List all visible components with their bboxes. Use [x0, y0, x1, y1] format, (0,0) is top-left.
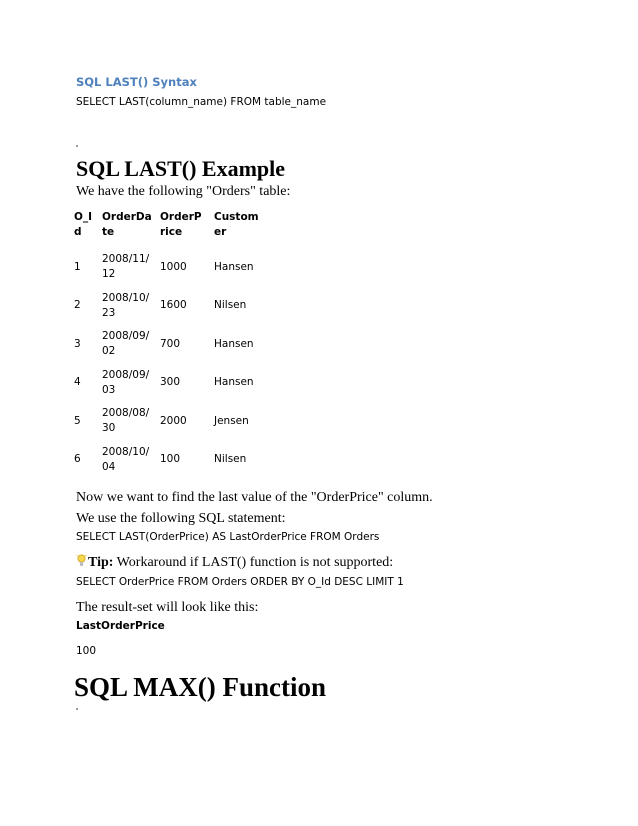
cell-orderdate: 2008/11/12 [102, 253, 150, 281]
cell-orderprice: 1600 [160, 299, 187, 312]
cell-orderprice: 2000 [160, 414, 187, 427]
cell-orderprice: 300 [160, 376, 181, 389]
after-text-2: We use the following SQL statement: [76, 511, 286, 526]
cell-orderprice: 1000 [160, 260, 187, 273]
table-row [70, 364, 268, 403]
result-intro: The result-set will look like this: [76, 600, 259, 615]
tip-label: Tip: [88, 555, 114, 570]
paragraph-mark [76, 708, 78, 710]
cell-orderdate: 2008/10/04 [102, 445, 150, 473]
cell-customer: Jensen [214, 414, 249, 427]
after-text-1: Now we want to find the last value of the "OrderPrice" column. [76, 490, 433, 505]
cell-orderprice: 100 [160, 453, 181, 466]
result-value: 100 [76, 645, 97, 657]
cell-o-id: 1 [74, 260, 81, 273]
lightbulb-icon [76, 554, 87, 567]
cell-o-id: 2 [74, 299, 81, 312]
tip-line [76, 554, 393, 571]
table-row [70, 248, 268, 287]
cell-customer: Hansen [214, 376, 254, 389]
cell-orderdate: 2008/09/02 [102, 330, 150, 358]
cell-o-id: 5 [74, 414, 81, 427]
next-heading: SQL MAX() Function [74, 672, 327, 702]
header-o-id: O_Id [74, 211, 93, 238]
tip-statement: SELECT OrderPrice FROM Orders ORDER BY O_Id DESC LIMIT 1 [76, 576, 404, 588]
table-row [70, 287, 268, 326]
cell-o-id: 6 [74, 453, 81, 466]
tip-text: Workaround if LAST() function is not supported: [113, 555, 394, 570]
header-customer: Customer [214, 211, 259, 238]
cell-orderdate: 2008/10/23 [102, 291, 150, 319]
cell-o-id: 3 [74, 337, 81, 350]
paragraph-mark [76, 145, 78, 147]
cell-orderprice: 700 [160, 337, 181, 350]
result-header: LastOrderPrice [76, 620, 165, 632]
syntax-heading: SQL LAST() Syntax [76, 75, 197, 89]
cell-orderdate: 2008/09/03 [102, 368, 150, 396]
cell-customer: Nilsen [214, 299, 247, 312]
header-orderdate: OrderDate [102, 211, 152, 238]
cell-customer: Hansen [214, 337, 254, 350]
cell-o-id: 4 [74, 376, 81, 389]
example-intro: We have the following "Orders" table: [76, 184, 291, 199]
sql-statement: SELECT LAST(OrderPrice) AS LastOrderPrice FROM Orders [76, 531, 380, 543]
cell-customer: Hansen [214, 260, 254, 273]
table-header-row [70, 202, 268, 248]
syntax-code: SELECT LAST(column_name) FROM table_name [76, 96, 327, 108]
cell-customer: Nilsen [214, 453, 247, 466]
cell-orderdate: 2008/08/30 [102, 407, 150, 435]
table-row [70, 402, 268, 441]
header-orderprice: OrderPrice [160, 211, 202, 238]
table-row [70, 441, 268, 480]
example-heading: SQL LAST() Example [76, 156, 286, 181]
table-row [70, 325, 268, 364]
orders-table [70, 202, 268, 479]
